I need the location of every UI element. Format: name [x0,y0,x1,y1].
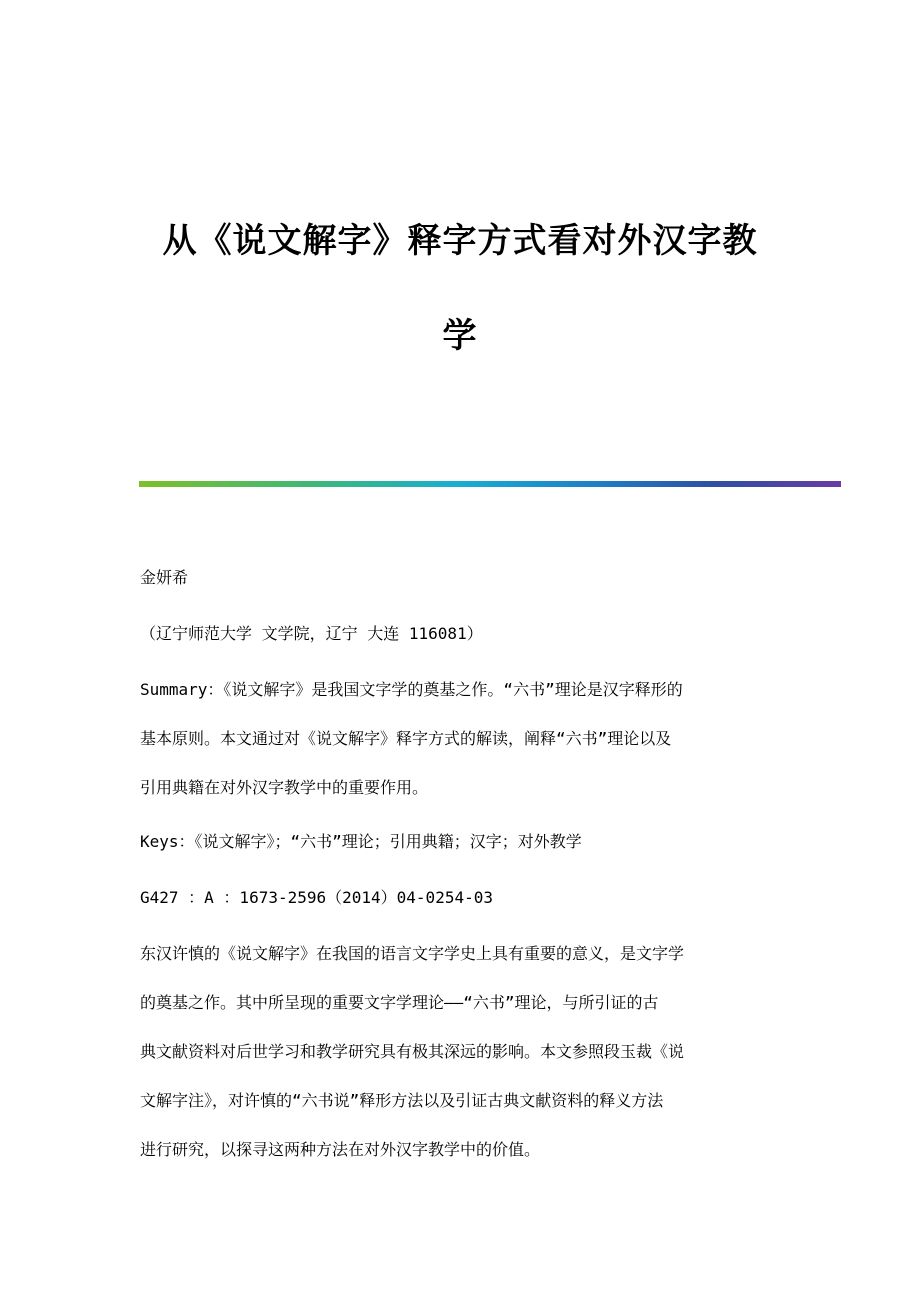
classification-code: G427 ：A ：1673-2596（2014）04-0254-03 [140,888,493,907]
summary-line: 引用典籍在对外汉字教学中的重要作用。 [140,778,429,797]
summary-line: 基本原则。本文通过对《说文解字》释字方式的解读，阐释“六书”理论以及 [140,729,672,748]
title-line-1: 从《说文解字》释字方式看对外汉字教 [162,221,758,261]
body-line: 进行研究，以探寻这两种方法在对外汉字教学中的价值。 [140,1140,541,1159]
body-line: 文解字注》，对许慎的“六书说”释形方法以及引证古典文献资料的释义方法 [140,1091,664,1110]
body-line: 的奠基之作。其中所呈现的重要文字学理论——“六书”理论，与所引证的古 [140,993,659,1012]
body-line: 典文献资料对后世学习和教学研究具有极其深远的影响。本文参照段玉裁《说 [140,1042,685,1061]
keywords: Keys：《说文解字》；“六书”理论；引用典籍；汉字；对外教学 [140,832,582,851]
summary-paragraph [140,678,800,800]
summary-line: Summary：《说文解字》是我国文字学的奠基之作。“六书”理论是汉字释形的 [140,680,683,699]
gradient-divider [139,481,841,487]
body-paragraph [140,942,800,1162]
body-line: 东汉许慎的《说文解字》在我国的语言文字学史上具有重要的意义，是文字学 [140,944,685,963]
title-line-2: 学 [442,316,478,356]
author-name: 金妍希 [140,568,189,587]
author-affiliation: （辽宁师范大学 文学院，辽宁 大连 116081） [140,624,483,643]
